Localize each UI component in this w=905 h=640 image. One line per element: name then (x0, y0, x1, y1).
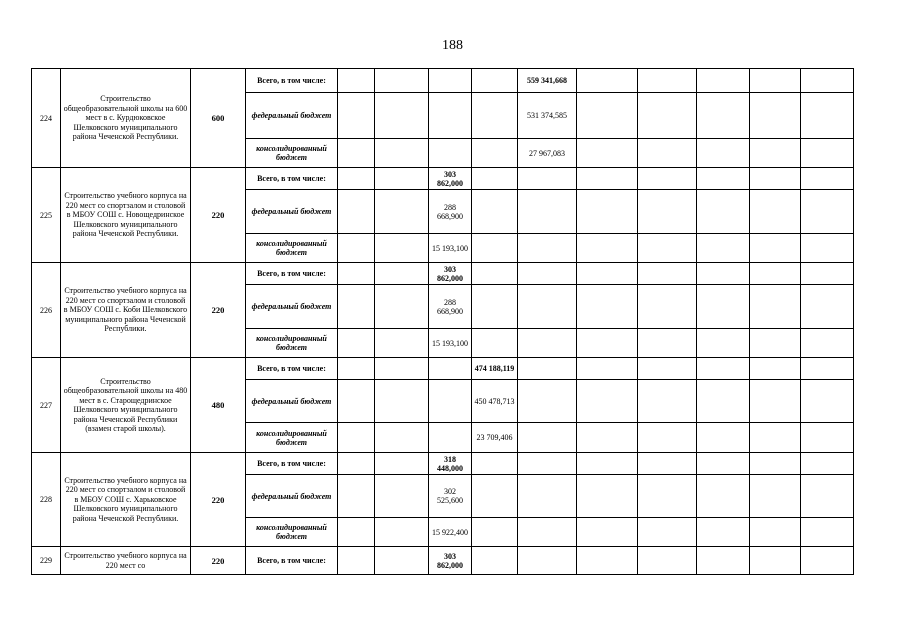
table-row (32, 69, 854, 93)
empty-cell (638, 329, 697, 358)
empty-cell (801, 190, 854, 234)
federal-value: 302 525,600 (429, 475, 472, 518)
empty-cell (750, 475, 801, 518)
total-label: Всего, в том числе: (246, 453, 338, 475)
total-value: 474 188,119 (472, 358, 518, 380)
federal-value: 288 668,900 (429, 285, 472, 329)
empty-cell (697, 547, 750, 575)
empty-cell (472, 285, 518, 329)
empty-cell (638, 168, 697, 190)
empty-cell (577, 380, 638, 423)
empty-cell (750, 69, 801, 93)
table-row (32, 547, 854, 575)
empty-cell (429, 93, 472, 139)
empty-cell (638, 234, 697, 263)
empty-cell (518, 547, 577, 575)
empty-cell (801, 234, 854, 263)
empty-cell (801, 93, 854, 139)
empty-cell (750, 234, 801, 263)
empty-cell (518, 453, 577, 475)
empty-cell (638, 285, 697, 329)
empty-cell (472, 475, 518, 518)
empty-cell (750, 518, 801, 547)
empty-cell (750, 453, 801, 475)
consolidated-label: консолидированный бюджет (246, 518, 338, 547)
total-label: Всего, в том числе: (246, 358, 338, 380)
empty-cell (338, 263, 375, 285)
total-value: 303 862,000 (429, 168, 472, 190)
table-row (32, 453, 854, 475)
empty-cell (472, 453, 518, 475)
empty-cell (801, 475, 854, 518)
empty-cell (338, 93, 375, 139)
empty-cell (801, 547, 854, 575)
empty-cell (638, 547, 697, 575)
empty-cell (638, 190, 697, 234)
empty-cell (375, 423, 429, 453)
federal-label: федеральный бюджет (246, 380, 338, 423)
empty-cell (472, 190, 518, 234)
empty-cell (338, 168, 375, 190)
empty-cell (518, 285, 577, 329)
total-label: Всего, в том числе: (246, 547, 338, 575)
empty-cell (697, 168, 750, 190)
empty-cell (338, 547, 375, 575)
empty-cell (429, 69, 472, 93)
empty-cell (518, 168, 577, 190)
empty-cell (638, 518, 697, 547)
total-label: Всего, в том числе: (246, 69, 338, 93)
project-description: Строительство учебного корпуса на 220 мест со спортзалом и столовой в МБОУ СОШ с. Коби Шелковского муниципального района Чеченской Республики. (61, 263, 191, 358)
empty-cell (338, 139, 375, 168)
row-number: 224 (32, 69, 61, 168)
empty-cell (472, 329, 518, 358)
empty-cell (429, 380, 472, 423)
empty-cell (338, 329, 375, 358)
empty-cell (518, 329, 577, 358)
empty-cell (338, 453, 375, 475)
empty-cell (375, 93, 429, 139)
empty-cell (750, 329, 801, 358)
project-description: Строительство общеобразовательной школы на 480 мест в с. Старощедринское Шелковского муниципального района Чеченской Республики (взамен старой школы). (61, 358, 191, 453)
empty-cell (697, 329, 750, 358)
federal-value: 450 478,713 (472, 380, 518, 423)
empty-cell (429, 358, 472, 380)
empty-cell (577, 547, 638, 575)
empty-cell (577, 358, 638, 380)
empty-cell (697, 423, 750, 453)
empty-cell (801, 263, 854, 285)
empty-cell (801, 139, 854, 168)
empty-cell (638, 423, 697, 453)
empty-cell (375, 263, 429, 285)
project-description: Строительство учебного корпуса на 220 мест со (61, 547, 191, 575)
empty-cell (638, 380, 697, 423)
empty-cell (375, 190, 429, 234)
empty-cell (375, 518, 429, 547)
empty-cell (338, 358, 375, 380)
empty-cell (577, 518, 638, 547)
empty-cell (577, 475, 638, 518)
empty-cell (472, 234, 518, 263)
project-description: Строительство учебного корпуса на 220 мест со спортзалом и столовой в МБОУ СОШ с. Харьковское Шелковского муниципального района Чеченской Республики. (61, 453, 191, 547)
empty-cell (577, 453, 638, 475)
consolidated-label: консолидированный бюджет (246, 329, 338, 358)
empty-cell (801, 168, 854, 190)
empty-cell (638, 358, 697, 380)
empty-cell (577, 329, 638, 358)
empty-cell (638, 93, 697, 139)
empty-cell (375, 285, 429, 329)
empty-cell (518, 234, 577, 263)
row-number: 227 (32, 358, 61, 453)
empty-cell (375, 69, 429, 93)
row-number: 226 (32, 263, 61, 358)
empty-cell (338, 380, 375, 423)
empty-cell (375, 358, 429, 380)
total-value: 303 862,000 (429, 547, 472, 575)
empty-cell (375, 139, 429, 168)
total-label: Всего, в том числе: (246, 263, 338, 285)
empty-cell (577, 139, 638, 168)
consolidated-label: консолидированный бюджет (246, 423, 338, 453)
table-row (32, 358, 854, 380)
empty-cell (518, 423, 577, 453)
project-description: Строительство учебного корпуса на 220 мест со спортзалом и столовой в МБОУ СОШ с. Новощедринское Шелковского муниципального района Чеченской Республики. (61, 168, 191, 263)
consolidated-value: 27 967,083 (518, 139, 577, 168)
row-number: 228 (32, 453, 61, 547)
empty-cell (429, 139, 472, 168)
empty-cell (750, 547, 801, 575)
empty-cell (375, 234, 429, 263)
empty-cell (338, 423, 375, 453)
empty-cell (338, 234, 375, 263)
capacity: 220 (191, 263, 246, 358)
empty-cell (472, 263, 518, 285)
empty-cell (577, 423, 638, 453)
empty-cell (801, 453, 854, 475)
empty-cell (638, 453, 697, 475)
consolidated-value: 23 709,406 (472, 423, 518, 453)
row-number: 225 (32, 168, 61, 263)
page-number: 188 (442, 38, 463, 53)
empty-cell (375, 453, 429, 475)
empty-cell (750, 285, 801, 329)
empty-cell (697, 93, 750, 139)
empty-cell (472, 69, 518, 93)
empty-cell (518, 263, 577, 285)
empty-cell (429, 423, 472, 453)
total-value: 559 341,668 (518, 69, 577, 93)
empty-cell (472, 518, 518, 547)
empty-cell (801, 285, 854, 329)
consolidated-label: консолидированный бюджет (246, 234, 338, 263)
empty-cell (801, 423, 854, 453)
empty-cell (577, 190, 638, 234)
empty-cell (338, 475, 375, 518)
federal-value: 288 668,900 (429, 190, 472, 234)
empty-cell (801, 329, 854, 358)
federal-label: федеральный бюджет (246, 190, 338, 234)
empty-cell (472, 139, 518, 168)
consolidated-value: 15 922,400 (429, 518, 472, 547)
empty-cell (472, 547, 518, 575)
empty-cell (697, 139, 750, 168)
empty-cell (801, 69, 854, 93)
empty-cell (518, 358, 577, 380)
capacity: 600 (191, 69, 246, 168)
empty-cell (577, 234, 638, 263)
table-row (32, 168, 854, 190)
federal-value: 531 374,585 (518, 93, 577, 139)
empty-cell (338, 518, 375, 547)
consolidated-value: 15 193,100 (429, 329, 472, 358)
empty-cell (697, 453, 750, 475)
empty-cell (801, 380, 854, 423)
total-label: Всего, в том числе: (246, 168, 338, 190)
capacity: 220 (191, 547, 246, 575)
empty-cell (750, 380, 801, 423)
empty-cell (750, 168, 801, 190)
empty-cell (472, 93, 518, 139)
empty-cell (638, 263, 697, 285)
empty-cell (577, 69, 638, 93)
empty-cell (472, 168, 518, 190)
empty-cell (375, 475, 429, 518)
empty-cell (518, 190, 577, 234)
consolidated-label: консолидированный бюджет (246, 139, 338, 168)
empty-cell (375, 380, 429, 423)
empty-cell (375, 547, 429, 575)
total-value: 303 862,000 (429, 263, 472, 285)
empty-cell (750, 263, 801, 285)
empty-cell (638, 475, 697, 518)
total-value: 318 448,000 (429, 453, 472, 475)
federal-label: федеральный бюджет (246, 475, 338, 518)
empty-cell (697, 380, 750, 423)
consolidated-value: 15 193,100 (429, 234, 472, 263)
empty-cell (801, 518, 854, 547)
empty-cell (697, 518, 750, 547)
empty-cell (375, 168, 429, 190)
empty-cell (750, 423, 801, 453)
empty-cell (750, 358, 801, 380)
empty-cell (338, 285, 375, 329)
capacity: 220 (191, 168, 246, 263)
budget-table (31, 68, 854, 575)
empty-cell (697, 475, 750, 518)
empty-cell (697, 234, 750, 263)
row-number: 229 (32, 547, 61, 575)
empty-cell (577, 93, 638, 139)
capacity: 480 (191, 358, 246, 453)
empty-cell (577, 285, 638, 329)
project-description: Строительство общеобразовательной школы на 600 мест в с. Курдюковское Шелковского муниципального района Чеченской Республики. (61, 69, 191, 168)
empty-cell (697, 69, 750, 93)
empty-cell (338, 69, 375, 93)
federal-label: федеральный бюджет (246, 285, 338, 329)
capacity: 220 (191, 453, 246, 547)
empty-cell (577, 263, 638, 285)
empty-cell (518, 475, 577, 518)
empty-cell (750, 93, 801, 139)
empty-cell (577, 168, 638, 190)
empty-cell (697, 358, 750, 380)
federal-label: федеральный бюджет (246, 93, 338, 139)
empty-cell (518, 380, 577, 423)
empty-cell (375, 329, 429, 358)
empty-cell (638, 139, 697, 168)
empty-cell (697, 285, 750, 329)
empty-cell (697, 190, 750, 234)
empty-cell (518, 518, 577, 547)
empty-cell (638, 69, 697, 93)
empty-cell (338, 190, 375, 234)
empty-cell (750, 139, 801, 168)
table-row (32, 263, 854, 285)
empty-cell (801, 358, 854, 380)
empty-cell (750, 190, 801, 234)
empty-cell (697, 263, 750, 285)
